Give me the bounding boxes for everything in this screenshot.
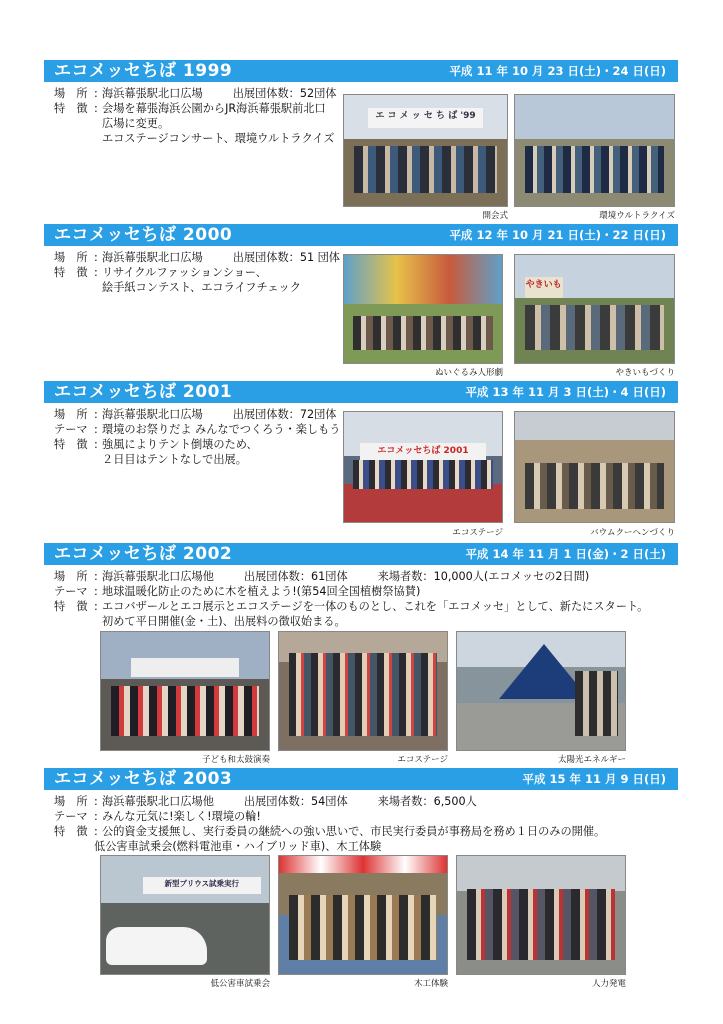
section-title: エコメッセちば 1999 <box>54 61 233 81</box>
section-2002 <box>44 543 678 629</box>
photo-caption: ぬいぐるみ人形劇 <box>434 368 503 378</box>
info-text: 海浜幕張駅北口広場 <box>102 408 203 421</box>
photo-sign: やきいも <box>525 277 563 309</box>
photo-caption: 低公害車試乗会 <box>210 979 270 989</box>
info-label: テーマ <box>54 585 88 598</box>
photo-low-emission-car <box>100 855 270 975</box>
photo-sign: エ コ メ ッ セ ち ば '99 <box>368 108 482 128</box>
info-text: 公的資金支援無し、実行委員の継続への強い思いで、市民実行委員が事務局を務め１日のみの開催。 <box>102 825 606 838</box>
photo-eco-stage-2002 <box>278 631 448 751</box>
section-info: 場 所 : 海浜幕張駅北口広場 出展団体数：51 団体 特 徴 : リサイクルファッションショー、 絵手紙コンテスト、エコライフチェック <box>44 250 678 295</box>
section-info: 場 所 : 海浜幕張駅北口広場他 出展団体数：54団体 来場者数：6,500人 テーマ : みんな元気に!楽しく!環境の輪! 特 徴 : 公的資金支援無し、実行委員の継続への強い思いで、市民実行委員が事務局を務め１日のみの開催。 低公害車試乗会(燃料電池車・ハイブリッド車)、木工体験 <box>44 794 678 854</box>
section-title: エコメッセちば 2001 <box>54 382 233 402</box>
info-text: 広場に変更。 <box>102 117 170 130</box>
section-info: 場 所 : 海浜幕張駅北口広場他 出展団体数：61団体 来場者数：10,000人(エコメッセの2日間) テーマ : 地球温暖化防止のために木を植えよう!(第54回全国植樹祭協賛) 特 徴 : エコバザールとエコ展示とエコステージを一体のものとし、これを「エコメッセ」として、新たにスタート。 初めて平日開催(金・土)、出展料の徴収始まる。 <box>44 569 678 629</box>
info-text: 海浜幕張駅北口広場他 <box>102 570 214 583</box>
info-text: エコバザールとエコ展示とエコステージを一体のものとし、これを「エコメッセ」として、新たにスタート。 <box>102 600 649 613</box>
info-label: 特 徴 <box>54 600 88 613</box>
section-banner <box>44 224 678 246</box>
info-extra: 来場者数：10,000人(エコメッセの2日間) <box>377 570 590 583</box>
info-text: 絵手紙コンテスト、エコライフチェック <box>102 281 301 294</box>
section-info: 場 所 : 海浜幕張駅北口広場 出展団体数：52団体 特 徴 : 会場を幕張海浜公園からJR海浜幕張駅前北口 広場に変更。 エコステージコンサート、環境ウルトラクイズ <box>44 86 678 146</box>
info-text: 地球温暖化防止のために木を植えよう!(第54回全国植樹祭協賛) <box>102 585 421 598</box>
photo-caption: 木工体験 <box>413 979 448 989</box>
section-banner <box>44 768 678 790</box>
info-label: テーマ <box>54 423 88 436</box>
info-text: 強風によりテント倒壊のため、 <box>102 438 258 451</box>
section-date: 平成 13 年 11 月 3 日(土)・4 日(日) <box>465 385 666 399</box>
photo-caption: 環境ウルトラクイズ <box>599 211 675 221</box>
info-text: 海浜幕張駅北口広場 <box>102 87 203 100</box>
photo-solar-energy <box>456 631 626 751</box>
photo-human-power <box>456 855 626 975</box>
info-label: 特 徴 <box>54 438 88 451</box>
info-label: 場 所 <box>54 795 88 808</box>
info-extra: 来場者数：6,500人 <box>377 795 477 808</box>
info-text: リサイクルファッションショー、 <box>102 266 267 279</box>
info-text: エコステージコンサート、環境ウルトラクイズ <box>102 132 335 145</box>
info-label: 場 所 <box>54 408 88 421</box>
section-info: 場 所 : 海浜幕張駅北口広場 出展団体数：72団体 テーマ : 環境のお祭りだよ みんなでつくろう・楽しもう 特 徴 : 強風によりテント倒壊のため、 ２日目はテントなしで出展。 <box>44 407 678 467</box>
info-text: 海浜幕張駅北口広場他 <box>102 795 214 808</box>
photo-puppet-show <box>343 254 503 364</box>
info-text: ２日目はテントなしで出展。 <box>102 453 247 466</box>
info-label: テーマ <box>54 810 88 823</box>
info-extra: 出展団体数：52団体 <box>232 87 337 100</box>
photo-caption: 人力発電 <box>591 979 626 989</box>
info-label: 場 所 <box>54 251 88 264</box>
info-text: 海浜幕張駅北口広場 <box>102 251 203 264</box>
photo-caption: 子ども和太鼓演奏 <box>201 755 270 765</box>
info-extra: 出展団体数：51 団体 <box>232 251 340 264</box>
photo-sign <box>131 658 239 677</box>
info-text: 環境のお祭りだよ みんなでつくろう・楽しもう <box>102 423 341 436</box>
section-title: エコメッセちば 2000 <box>54 225 233 245</box>
section-title: エコメッセちば 2003 <box>54 769 233 789</box>
info-extra: 出展団体数：72団体 <box>232 408 337 421</box>
photo-eco-stage-2001 <box>343 411 503 523</box>
section-banner <box>44 60 678 82</box>
photo-quiz <box>514 94 675 207</box>
info-extra: 出展団体数：61団体 <box>243 570 348 583</box>
section-title: エコメッセちば 2002 <box>54 544 233 564</box>
photo-caption: エコステージ <box>397 755 448 765</box>
photo-caption: やきいもづくり <box>615 368 675 378</box>
section-date: 平成 12 年 10 月 21 日(土)・22 日(日) <box>449 228 666 242</box>
info-label: 特 徴 <box>54 266 88 279</box>
photo-caption: 開会式 <box>482 211 508 221</box>
info-text: 低公害車試乗会(燃料電池車・ハイブリッド車)、木工体験 <box>94 840 382 853</box>
info-text: 初めて平日開催(金・土)、出展料の徴収始まる。 <box>102 615 346 628</box>
photo-opening-ceremony <box>343 94 508 207</box>
section-date: 平成 15 年 11 月 9 日(日) <box>522 772 666 786</box>
info-label: 場 所 <box>54 87 88 100</box>
section-banner <box>44 543 678 565</box>
photo-caption: バウムクーヘンづくり <box>590 528 675 538</box>
info-label: 場 所 <box>54 570 88 583</box>
section-2003 <box>44 768 678 854</box>
photo-caption: 太陽光エネルギー <box>557 755 626 765</box>
photo-baumkuchen <box>514 411 675 523</box>
photo-sweet-potato <box>514 254 675 364</box>
section-banner <box>44 381 678 403</box>
photo-sign: エコメッセちば 2001 <box>360 443 486 461</box>
info-label: 特 徴 <box>54 102 88 115</box>
photo-woodwork <box>278 855 448 975</box>
section-date: 平成 14 年 11 月 1 日(金)・2 日(土) <box>465 547 666 561</box>
info-extra: 出展団体数：54団体 <box>243 795 348 808</box>
section-date: 平成 11 年 10 月 23 日(土)・24 日(日) <box>449 64 666 78</box>
info-text: みんな元気に!楽しく!環境の輪! <box>102 810 261 823</box>
photo-taiko <box>100 631 270 751</box>
info-label: 特 徴 <box>54 825 88 838</box>
photo-sign: 新型プリウス試乗実行 <box>143 877 261 894</box>
photo-caption: エコステージ <box>452 528 503 538</box>
info-text: 会場を幕張海浜公園からJR海浜幕張駅前北口 <box>102 102 326 115</box>
